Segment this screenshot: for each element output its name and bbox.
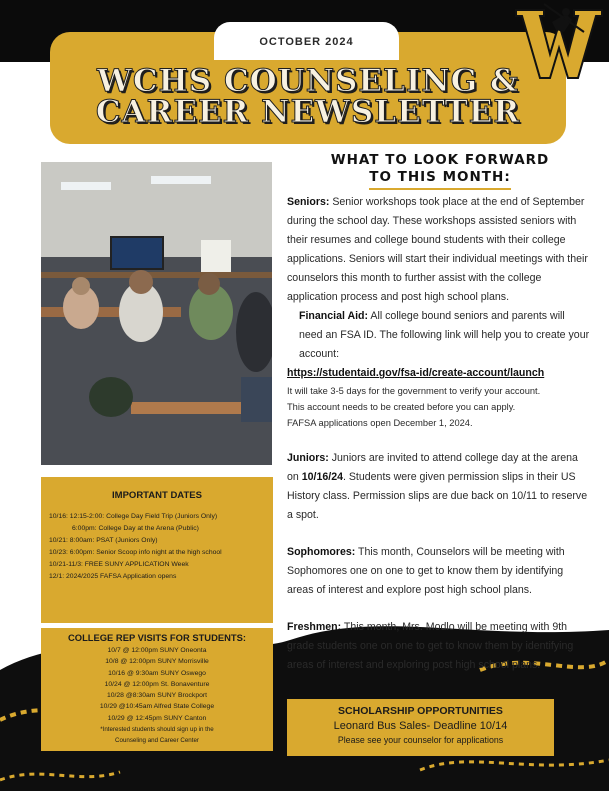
financial-aid-text: All college bound seniors and parents will need an FSA ID. The following link will help you to create your account: (299, 310, 590, 360)
scholarship-box (287, 699, 554, 756)
rep-visit-item: 10/29 @ 12:45pm SUNY Canton (107, 714, 207, 722)
issue-month: OCTOBER 2024 (214, 22, 399, 60)
financial-aid-paragraph (287, 307, 590, 364)
juniors-label: Juniors: (287, 452, 329, 464)
sophomores-label: Sophomores: (287, 546, 356, 558)
fsa-note-2: This account needs to be created before you can apply. (287, 402, 516, 412)
college-reps-list (41, 645, 273, 747)
date-item: 6:00pm: College Day at the Arena (Public) (72, 525, 199, 532)
title-line-1: WCHS COUNSELING & (97, 63, 519, 99)
college-rep-visits-box (41, 628, 273, 751)
important-dates-list (41, 511, 273, 583)
seniors-paragraph (287, 193, 590, 307)
freshmen-text: This month, Mrs. Modlo will be meeting with 9th grade students one on one to get to know them by identifying areas of interest and exploring post high school plans. (287, 621, 574, 671)
newsletter-title (50, 63, 566, 130)
date-item: 10/21-11/3: FREE SUNY APPLICATION Week (49, 561, 189, 568)
juniors-date: 10/16/24 (301, 471, 343, 483)
college-reps-title: COLLEGE REP VISITS FOR STUDENTS: (68, 632, 246, 643)
freshmen-paragraph (287, 618, 590, 675)
scholarship-deadline: Leonard Bus Sales- Deadline 10/14 (333, 720, 508, 732)
title-line-2: CAREER NEWSLETTER (95, 94, 521, 130)
headline-line-2: TO THIS MONTH: (369, 169, 510, 190)
juniors-text-b: . Students were given permission slips in their US History class. Permission slips are due back on 10/11 to reserve a spot. (287, 471, 588, 521)
section-headline (290, 152, 590, 190)
fsa-id-link[interactable]: https://studentaid.gov/fsa-id/create-account/launch (287, 367, 545, 379)
freshmen-label: Freshmen: (287, 621, 342, 633)
classroom-photo (41, 162, 272, 465)
date-item: 10/16: 12:15-2:00: College Day Field Trip (Juniors Only) (49, 513, 218, 520)
rep-visit-item: 10/7 @ 12:00pm SUNY Oneonta (107, 647, 207, 654)
important-dates-box (41, 477, 273, 623)
financial-aid-label: Financial Aid: (299, 310, 369, 322)
scholarship-title: SCHOLARSHIP OPPORTUNITIES (338, 705, 503, 717)
scholarship-note: Please see your counselor for applications (337, 735, 504, 745)
rep-visit-item: 10/28 @8:30am SUNY Brockport (106, 692, 208, 700)
w-knight-logo (514, 2, 604, 82)
rep-signup-note-location: Counseling and Career Center (115, 737, 199, 745)
headline-line-1: WHAT TO LOOK FORWARD (330, 152, 550, 168)
seniors-label: Seniors: (287, 196, 330, 208)
rep-visit-item: 10/8 @ 12:00pm SUNY Morrisville (105, 658, 209, 666)
fsa-note-3: FAFSA applications open December 1, 2024. (287, 418, 473, 428)
sophomores-text: This month, Counselors will be meeting with Sophomores one on one to get to know them by identifying areas of interest and explore post high school plans. (287, 546, 565, 596)
date-item: 12/1: 2024/2025 FAFSA Application opens (49, 573, 177, 580)
fsa-note-1: It will take 3-5 days for the government to verify your account. (287, 386, 541, 396)
rep-visit-item: 10/24 @ 12:00pm St. Bonaventure (104, 680, 210, 688)
date-item: 10/21: 8:00am: PSAT (Juniors Only) (49, 537, 158, 544)
juniors-text-a: Juniors are invited to attend college day at the arena on (287, 452, 578, 483)
newsletter-body (287, 193, 590, 675)
juniors-paragraph (287, 449, 590, 525)
date-item: 10/23: 6:00pm: Senior Scoop info night at the high school (49, 549, 222, 556)
important-dates-title: IMPORTANT DATES (112, 490, 202, 501)
rep-visit-item: 10/16 @ 9:30am SUNY Oswego (108, 669, 206, 677)
rep-signup-note: *Interested students should sign up in the (100, 726, 214, 734)
seniors-text: Senior workshops took place at the end of September during the school day. These workshops assisted seniors with their resumes and college bound students with their college applications. Seniors will start their individual meetings with their counselors this month to further assist with the college application process and post high school plans. (287, 196, 588, 303)
rep-visit-item: 10/29 @10:45am Alfred State College (99, 703, 215, 711)
sophomores-paragraph (287, 543, 590, 600)
